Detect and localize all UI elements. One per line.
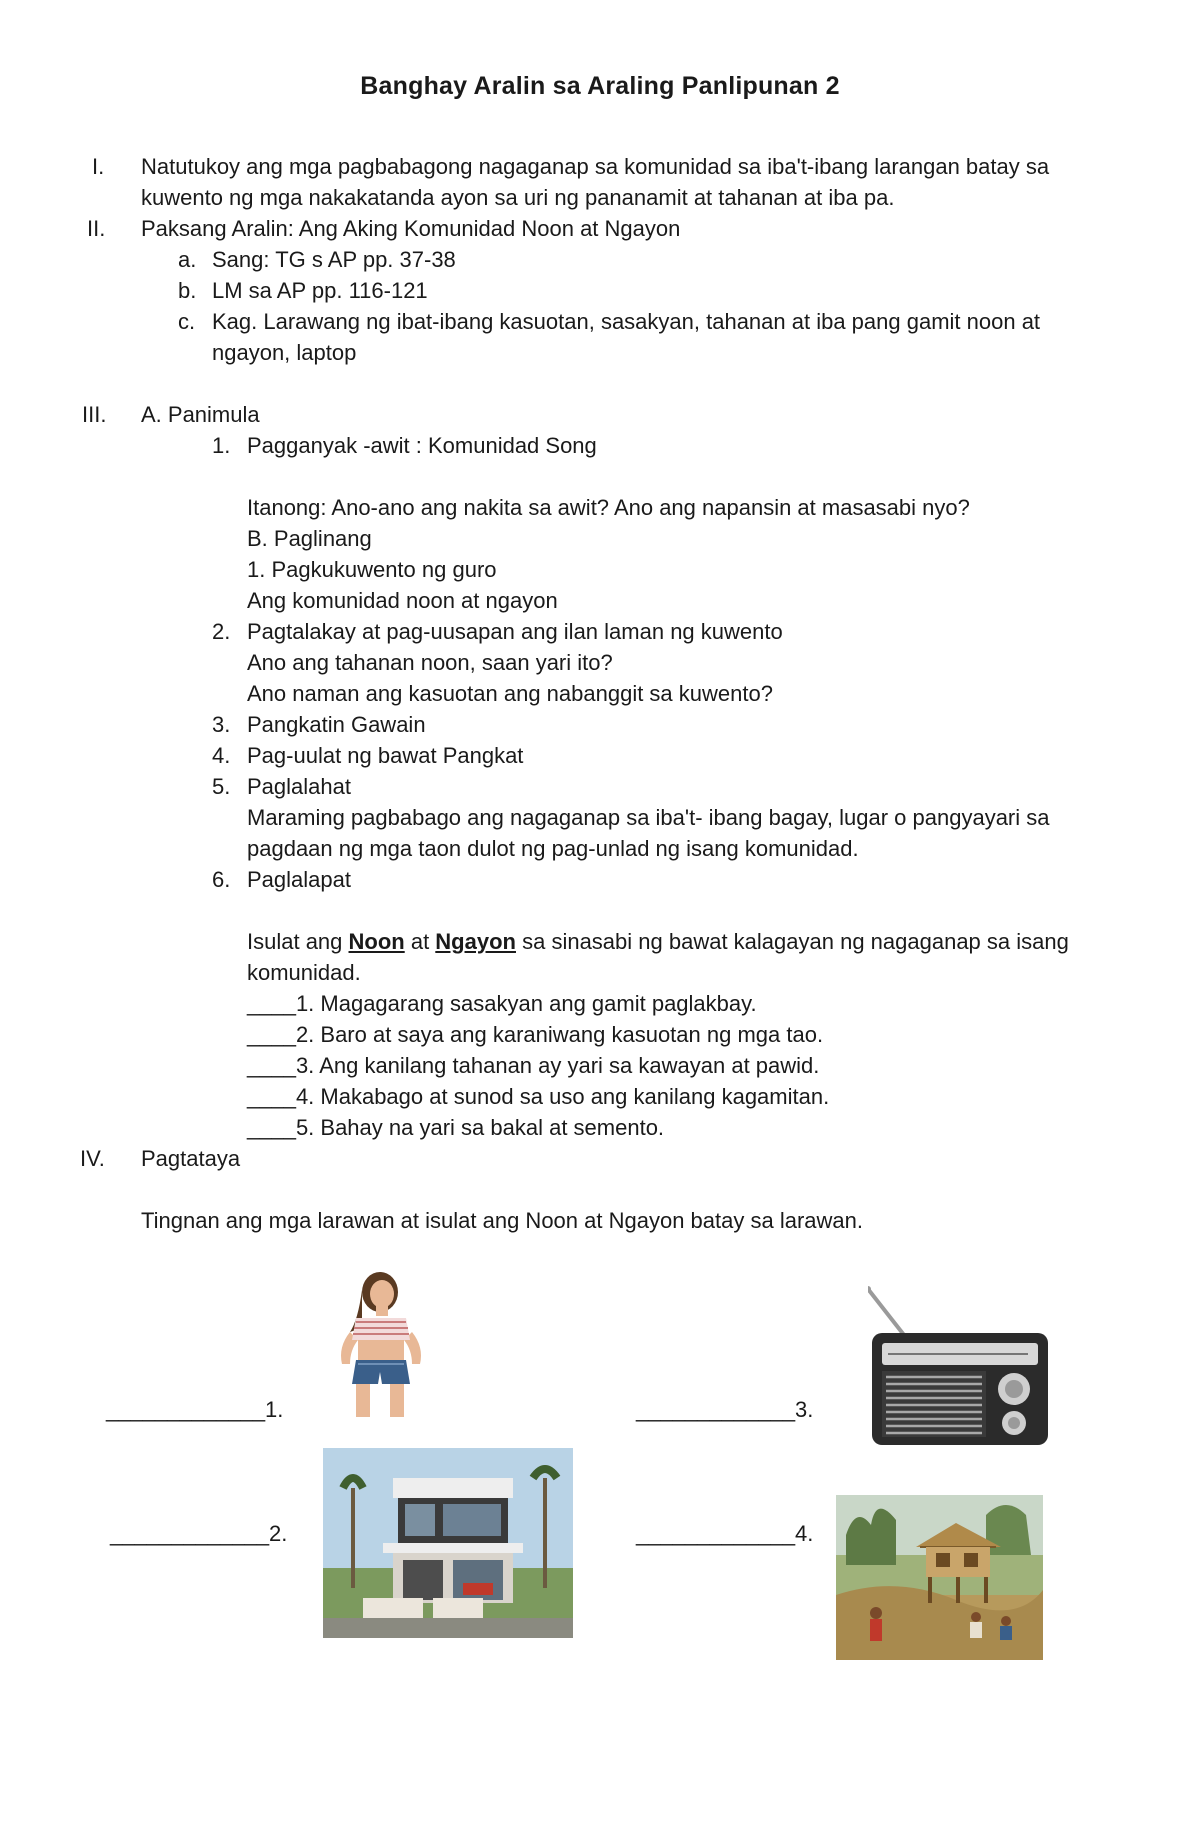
step-1-marker: 1. [212,433,231,458]
section-3-number: III. [82,402,107,427]
modern-clothing-picture [328,1272,433,1417]
exercise-item: ____2. Baro at saya ang karaniwang kasuotan ng mga tao. [247,1022,824,1047]
paglalahat-line-1: Maraming pagbabago ang nagaganap sa iba't- ibang bagay, lugar o pangyayari sa [247,805,1050,830]
materials-line-2: ngayon, laptop [212,340,357,365]
pagkukuwento-sub: Ang komunidad noon at ngayon [247,588,558,613]
section-2-heading: Paksang Aralin: Ang Aking Komunidad Noon at Ngayon [141,216,681,241]
step-3-text: Pangkatin Gawain [247,712,426,737]
answer-blank-4: _____________4. [636,1521,814,1546]
pagkukuwento-text: 1. Pagkukuwento ng guro [247,557,497,582]
step-6-text: Paglalapat [247,867,351,892]
nipa-hut-picture [836,1495,1043,1660]
section-1-line-1: Natutukoy ang mga pagbabagong nagaganap sa komunidad sa iba't-ibang larangan batay sa [141,154,1050,179]
exercise-item: ____3. Ang kanilang tahanan ay yari sa kawayan at pawid. [247,1053,820,1078]
section-4-number: IV. [80,1146,105,1171]
exercise-item: ____4. Makabago at sunod sa uso ang kanilang kagamitan. [247,1084,830,1109]
step-3-marker: 3. [212,712,231,737]
list-marker-c: c. [178,309,196,334]
pagtataya-heading: Pagtataya [141,1146,241,1171]
step-5-marker: 5. [212,774,231,799]
step-2-text: Pagtalakay at pag-uusapan ang ilan laman ng kuwento [247,619,783,644]
isulat-instruction [247,926,1069,957]
isulat-pre: Isulat ang [247,929,349,954]
modern-house-picture [323,1448,573,1638]
paglalahat-line-2: pagdaan ng mga taon dulot ng pag-unlad ng isang komunidad. [247,836,859,861]
step-6-marker: 6. [212,867,231,892]
reference-b: LM sa AP pp. 116-121 [212,278,428,303]
step-1-text: Pagganyak -awit : Komunidad Song [247,433,597,458]
isulat-post: sa sinasabi ng bawat kalagayan ng nagaganap sa isang [515,929,1069,954]
step-4-text: Pag-uulat ng bawat Pangkat [247,743,524,768]
answer-blank-1: _____________1. [106,1397,284,1422]
answer-blank-2: _____________2. [110,1521,288,1546]
isulat-line-2: komunidad. [247,960,361,985]
section-2-number: II. [87,216,106,241]
answer-blank-3: _____________3. [636,1397,814,1422]
step-5-text: Paglalahat [247,774,351,799]
paglinang-heading: B. Paglinang [247,526,372,551]
radio-picture [868,1285,1053,1450]
step-2-question-2: Ano naman ang kasuotan ang nabanggit sa kuwento? [247,681,773,706]
step-2-question-1: Ano ang tahanan noon, saan yari ito? [247,650,613,675]
step-2-marker: 2. [212,619,231,644]
noon-word: Noon [348,929,405,954]
materials-line-1: Kag. Larawang ng ibat-ibang kasuotan, sasakyan, tahanan at iba pang gamit noon at [212,309,1041,334]
list-marker-a: a. [178,247,197,272]
section-1-line-2: kuwento ng mga nakakatanda ayon sa uri ng pananamit at tahanan at iba pa. [141,185,895,210]
exercise-item: ____1. Magagarang sasakyan ang gamit paglakbay. [247,991,757,1016]
exercise-item: ____5. Bahay na yari sa bakal at semento. [247,1115,665,1140]
step-4-marker: 4. [212,743,231,768]
ngayon-word: Ngayon [435,929,516,954]
reference-a: Sang: TG s AP pp. 37-38 [212,247,456,272]
isulat-at: at [404,929,436,954]
list-marker-b: b. [178,278,197,303]
itanong-text: Itanong: Ano-ano ang nakita sa awit? Ano ang napansin at masasabi nyo? [247,495,970,520]
document-title: Banghay Aralin sa Araling Panlipunan 2 [360,72,840,100]
pagtataya-instruction: Tingnan ang mga larawan at isulat ang Noon at Ngayon batay sa larawan. [141,1208,863,1233]
section-1-number: I. [92,154,105,179]
panimula-heading: A. Panimula [141,402,260,427]
